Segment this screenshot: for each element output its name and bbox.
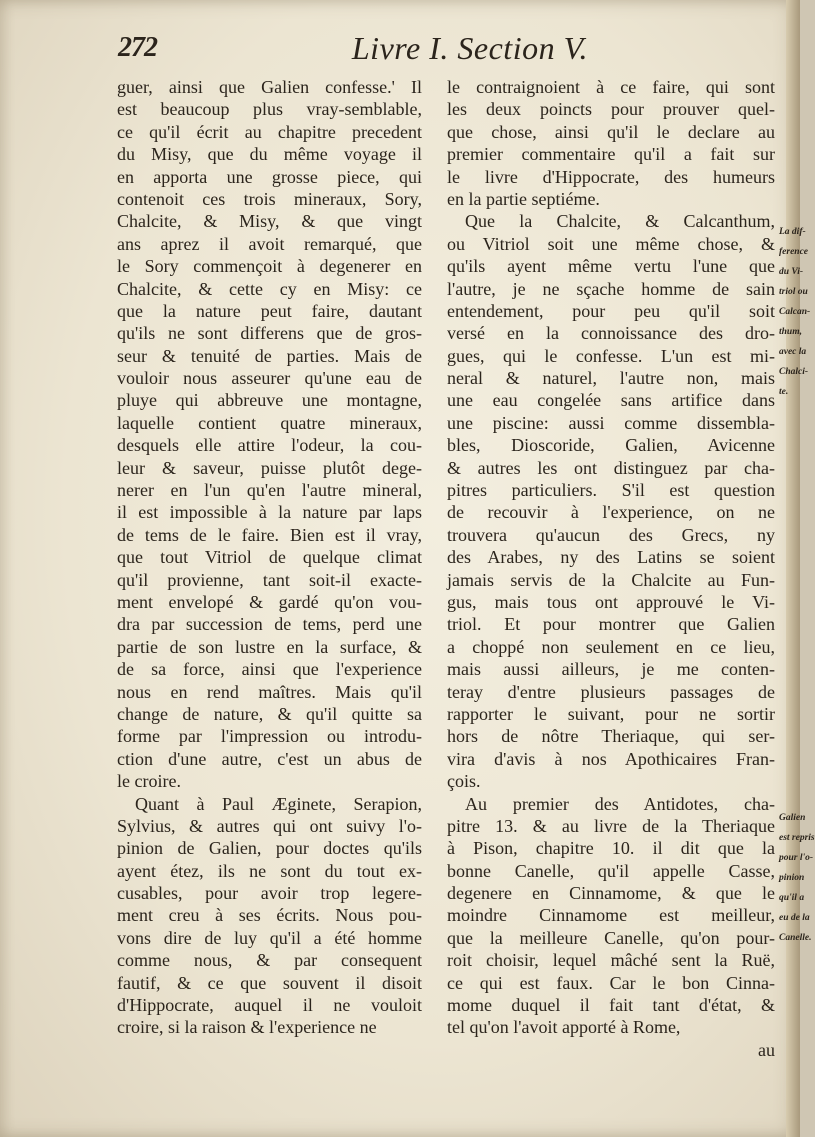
text-line: le livre d'Hippocrate, des humeurs bbox=[447, 166, 775, 187]
text-line: ment creu à ses écrits. Nous pou- bbox=[117, 905, 422, 926]
text-line: que la nature peut faire, dautant bbox=[117, 300, 422, 321]
margin-note-line: te. bbox=[779, 387, 789, 397]
left-text-column bbox=[117, 76, 422, 1039]
text-line: que chose, ainsi qu'il le declare au bbox=[447, 121, 775, 142]
text-line: vouloir nous asseurer qu'une eau de bbox=[117, 368, 422, 389]
text-line: change de nature, & qu'il quitte sa bbox=[117, 703, 422, 724]
text-line: une eau congelée sans artifice dans bbox=[447, 390, 775, 411]
margin-note-line: qu'il a bbox=[779, 893, 805, 903]
margin-note-line: eu de la bbox=[779, 913, 810, 923]
text-line: nous en rend maîtres. Mais qu'il bbox=[117, 681, 422, 702]
text-line: à Pison, chapitre 10. il dit que la bbox=[447, 838, 775, 859]
text-line: Chalcite, & Misy, & que vingt bbox=[117, 211, 422, 232]
text-line: entendement, pour peu qu'il soit bbox=[447, 300, 775, 321]
text-line: a choppé non seulement en ce lieu, bbox=[447, 636, 775, 657]
text-line: guer, ainsi que Galien confesse.' Il bbox=[117, 77, 422, 97]
text-line: ans aprez il avoit remarqué, que bbox=[117, 233, 422, 254]
text-line: neral & naturel, l'autre non, mais bbox=[447, 368, 775, 389]
text-line: gues, qui le confesse. L'un est mi- bbox=[447, 345, 775, 366]
margin-note-line: Chalci- bbox=[779, 367, 809, 377]
text-line: en la partie septiéme. bbox=[447, 188, 600, 209]
text-line: tel qu'on l'avoit apporté à Rome, bbox=[447, 1017, 681, 1038]
text-line: le contraignoient à ce faire, qui sont bbox=[447, 77, 775, 97]
margin-note-line: Canelle. bbox=[779, 933, 812, 943]
text-line: d'Hippocrate, auquel il ne vouloit bbox=[117, 995, 422, 1016]
text-line: moindre Cinnamome est meilleur, bbox=[447, 905, 775, 926]
text-line: qu'ils ayent même vertu l'une que bbox=[447, 256, 775, 277]
text-line: leur & saveur, puisse plutôt dege- bbox=[117, 457, 422, 478]
text-line: teray d'entre plusieurs passages de bbox=[447, 681, 775, 702]
text-line: roit choisir, lequel mâché sent la Ruë, bbox=[447, 950, 775, 971]
text-line: seur & tenuité de parties. Mais de bbox=[117, 345, 422, 366]
text-line: des Arabes, ny des Latins se soient bbox=[447, 547, 775, 568]
text-line: que tout Vitriol de quelque climat bbox=[117, 547, 422, 568]
text-line: qu'ils ne sont differens que de gros- bbox=[117, 323, 422, 344]
text-line: vira d'avis à nos Apothicaires Fran- bbox=[447, 748, 775, 769]
text-line: degenere en Cinnamome, & que le bbox=[447, 883, 775, 904]
text-line: ction d'une autre, c'est un abus de bbox=[117, 748, 422, 769]
text-line: nerer en l'un qu'en l'autre mineral, bbox=[117, 480, 422, 501]
margin-note-line: triol ou bbox=[779, 287, 808, 297]
text-line: gus, mais tous ont approuvé le Vi- bbox=[447, 591, 775, 612]
text-line: pinion de Galien, pour doctes qu'ils bbox=[117, 838, 422, 859]
text-line: qu'il provienne, tant soit-il exacte- bbox=[117, 569, 422, 590]
text-line: partie de son lustre en la surface, & bbox=[117, 636, 422, 657]
right-text-column bbox=[447, 76, 775, 1061]
text-line: laquelle contient quatre mineraux, bbox=[117, 412, 422, 433]
text-line: ce qui est faux. Car le bon Cinna- bbox=[447, 972, 775, 993]
margin-note-line: Calcan- bbox=[779, 307, 811, 317]
catchword: au bbox=[758, 1039, 775, 1060]
text-line: mome duquel il fait tant d'état, & bbox=[447, 995, 775, 1016]
margin-note-line: du Vi- bbox=[779, 267, 804, 277]
text-line: premier commentaire qu'il a fait sur bbox=[447, 144, 775, 165]
text-line: fautif, & ce que souvent il disoit bbox=[117, 972, 422, 993]
text-line: en apporta une grosse piece, qui bbox=[117, 166, 422, 187]
margin-note-line: pinion bbox=[779, 873, 805, 883]
text-line: versé en la connoissance des dro- bbox=[447, 323, 775, 344]
text-line: pluye qui abbreuve une montagne, bbox=[117, 390, 422, 411]
margin-note-line: pour l'o- bbox=[779, 853, 814, 863]
text-line: comme nous, & par consequent bbox=[117, 950, 422, 971]
text-line: bonne Canelle, qu'il appelle Casse, bbox=[447, 860, 775, 881]
text-line: forme par l'impression ou introdu- bbox=[117, 726, 422, 747]
text-line: que la meilleure Canelle, qu'on pour- bbox=[447, 927, 775, 948]
text-line: Que la Chalcite, & Calcanthum, bbox=[465, 211, 775, 232]
text-line: ce qu'il écrit au chapitre precedent bbox=[117, 121, 422, 142]
text-line: pitres particuliers. S'il est question bbox=[447, 480, 775, 501]
text-line: pitre 13. & au livre de la Theriaque bbox=[447, 815, 775, 836]
margin-note-line: Galien bbox=[779, 813, 806, 823]
margin-note-line: avec la bbox=[779, 347, 807, 357]
text-line: le Sory commençoit à degenerer en bbox=[117, 256, 422, 277]
text-line: dra par succession de tems, perd une bbox=[117, 614, 422, 635]
page-edge bbox=[786, 0, 800, 1137]
text-line: du Misy, que du même voyage il bbox=[117, 144, 422, 165]
running-title: Livre I. Section V. bbox=[351, 30, 588, 66]
text-line: l'autre, je ne sçache homme de sain bbox=[447, 278, 775, 299]
text-line: une piscine: aussi comme dissembla- bbox=[447, 412, 775, 433]
margin-note-vitriol bbox=[779, 222, 815, 402]
text-line: desquels elle attire l'odeur, la cou- bbox=[117, 435, 422, 456]
text-line: Chalcite, & cette cy en Misy: ce bbox=[117, 278, 422, 299]
page-header bbox=[118, 30, 588, 70]
page-number: 272 bbox=[118, 32, 157, 63]
text-line: trouvera qu'aucun des Grecs, ny bbox=[447, 524, 775, 545]
text-line: de tems de le faire. Bien est il vray, bbox=[117, 524, 422, 545]
text-line: cusables, pour avoir trop legere- bbox=[117, 883, 422, 904]
text-line: Quant à Paul Æginete, Serapion, bbox=[135, 793, 422, 814]
text-line: çois. bbox=[447, 771, 481, 792]
text-line: Sylvius, & autres qui ont suivy l'o- bbox=[117, 815, 422, 836]
text-line: de recouvir à l'experience, on ne bbox=[447, 502, 775, 523]
text-line: mais aussi ailleurs, je me conten- bbox=[447, 659, 775, 680]
margin-note-line: thum, bbox=[779, 327, 802, 337]
text-line: rapporter le suivant, pour ne sortir bbox=[447, 703, 775, 724]
text-line: il est impossible à la nature par laps bbox=[117, 502, 422, 523]
text-line: est beaucoup plus vray-semblable, bbox=[117, 99, 422, 120]
text-line: & autres les ont distinguez par cha- bbox=[447, 457, 775, 478]
text-line: croire, si la raison & l'experience ne bbox=[117, 1017, 377, 1038]
text-line: le croire. bbox=[117, 771, 181, 792]
margin-note-line: ference bbox=[779, 247, 809, 257]
text-line: contenoit ces trois mineraux, Sory, bbox=[117, 188, 422, 209]
text-line: Au premier des Antidotes, cha- bbox=[465, 793, 775, 814]
margin-note-galien bbox=[779, 808, 815, 948]
margin-note-line: est repris bbox=[779, 833, 815, 843]
text-line: de sa force, ainsi que l'experience bbox=[117, 659, 422, 680]
margin-note-line: La dif- bbox=[779, 227, 806, 237]
text-line: les deux poincts pour prouver quel- bbox=[447, 99, 775, 120]
text-line: triol. Et pour montrer que Galien bbox=[447, 614, 775, 635]
text-line: jamais servis de la Chalcite au Fun- bbox=[447, 569, 775, 590]
text-line: hors de nôtre Theriaque, qui ser- bbox=[447, 726, 775, 747]
text-line: ment envelopé & gardé qu'on vou- bbox=[117, 591, 422, 612]
text-line: vons dire de luy qu'il a été homme bbox=[117, 927, 422, 948]
text-line: ayent étez, ils ne sont du tout ex- bbox=[117, 860, 422, 881]
text-line: bles, Dioscoride, Galien, Avicenne bbox=[447, 435, 775, 456]
text-line: ou Vitriol soit une même chose, & bbox=[447, 233, 775, 254]
